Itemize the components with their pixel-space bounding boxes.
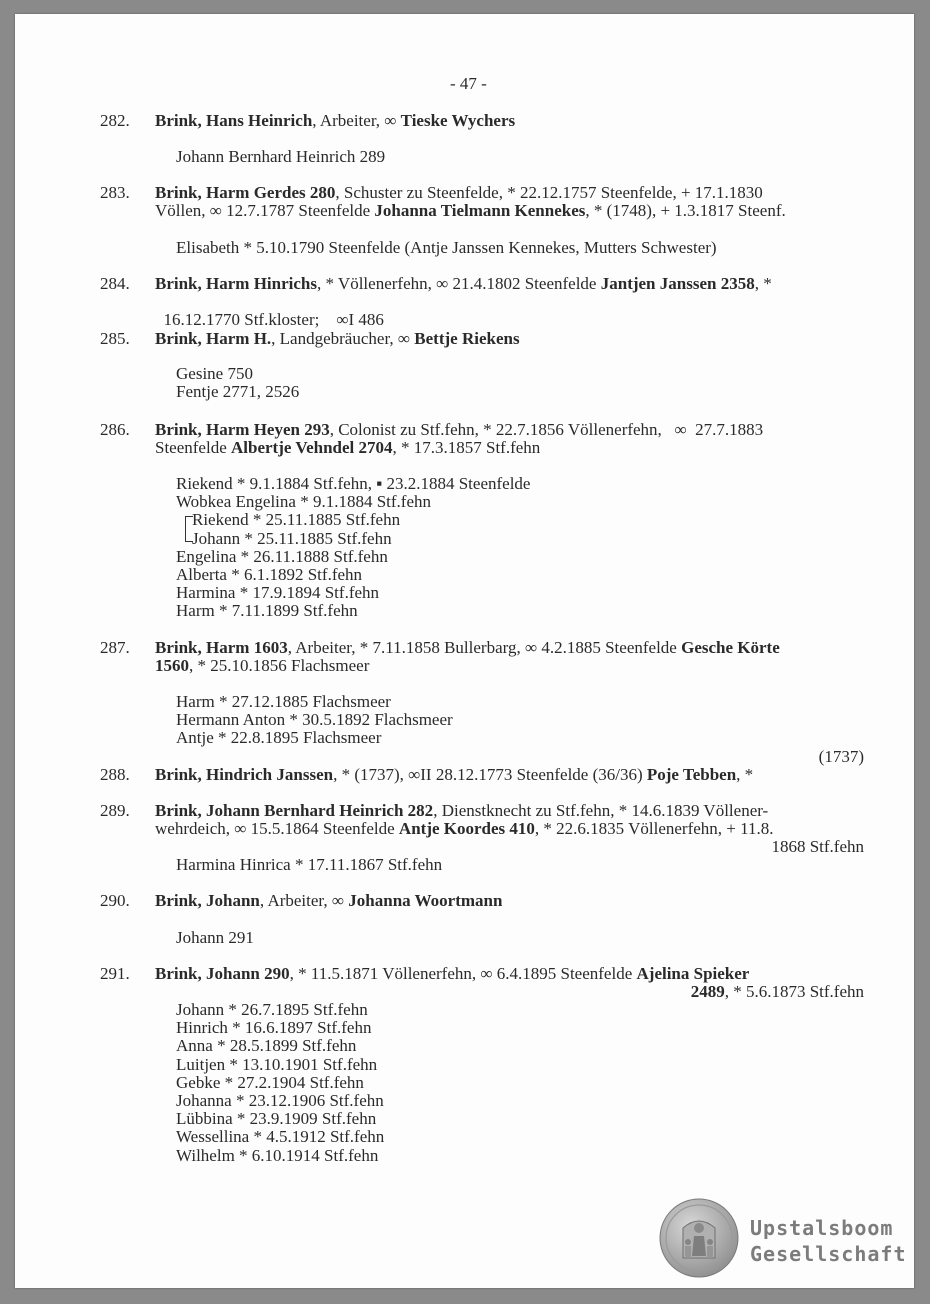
entry-number: 283.: [100, 183, 130, 202]
entry-text: , Arbeiter, ∞: [312, 111, 401, 130]
entry-line: [155, 439, 540, 457]
entry-number: 285.: [100, 329, 130, 348]
child-entry: Luitjen * 13.10.1901 Stf.fehn: [176, 1054, 378, 1074]
entry-text: , * Völlenerfehn, ∞ 21.4.1802 Steenfelde: [316, 274, 601, 293]
children-list: [176, 1001, 384, 1165]
child-entry: Lübbina * 23.9.1909 Stf.fehn: [176, 1109, 377, 1129]
child-entry: Johann Bernhard Heinrich 289: [176, 147, 386, 166]
seal-logo-icon: [659, 1198, 739, 1278]
entry-line: [155, 820, 774, 838]
entry-name: Brink, Hindrich Janssen: [155, 765, 334, 784]
entry-name: Brink, Johann: [155, 891, 260, 910]
children-list: [176, 239, 717, 257]
entry-number: 290.: [100, 891, 130, 910]
child-entry: Alberta * 6.1.1892 Stf.fehn: [176, 565, 363, 585]
child-entry: Johann * 26.7.1895 Stf.fehn: [176, 1000, 368, 1019]
entry-number: 289.: [100, 801, 130, 820]
society-name: [750, 1215, 907, 1267]
children-list: [176, 856, 442, 874]
entry-line: [155, 802, 768, 820]
spouse-name: Gesche Körte: [681, 638, 780, 657]
entry-text: Steenfelde: [155, 438, 231, 457]
child-entry: Harm * 7.11.1899 Stf.fehn: [176, 601, 358, 621]
child-entry: Antje * 22.8.1895 Flachsmeer: [176, 728, 382, 748]
twin-child-entry: Johann * 25.11.1885 Stf.fehn: [192, 528, 392, 548]
spouse-name: Bettje Riekens: [414, 329, 520, 348]
child-entry: Elisabeth * 5.10.1790 Steenfelde (Antje Janssen Kennekes, Mutters Schwester): [176, 238, 717, 257]
entry-text: , * 17.3.1857 Stf.fehn: [392, 438, 541, 457]
children-list: [176, 929, 254, 947]
entry-text: , Arbeiter, * 7.11.1858 Bullerbarg, ∞ 4.2.1885 Steenfelde: [287, 638, 682, 657]
child-entry: Harmina Hinrica * 17.11.1867 Stf.fehn: [176, 855, 443, 874]
spouse-name: Ajelina Spieker: [636, 964, 750, 983]
child-entry: Harmina * 17.9.1894 Stf.fehn: [176, 583, 380, 603]
entry-text: , Dienstknecht zu Stf.fehn, * 14.6.1839 Völlener-: [433, 801, 769, 820]
spouse-name: Jantjen Janssen 2358: [600, 274, 755, 293]
entry-number: 288.: [100, 765, 130, 784]
entry-line: [155, 965, 749, 983]
entry-number: 284.: [100, 274, 130, 293]
entry-line: [155, 892, 502, 910]
page-number: - 47 -: [450, 74, 487, 93]
entry-line: [155, 184, 763, 202]
entry-text: , *: [754, 274, 772, 293]
child-entry: Fentje 2771, 2526: [176, 382, 300, 402]
entry-line: [155, 657, 369, 675]
entry-line: [155, 330, 520, 348]
entry-number: 291.: [100, 964, 130, 983]
entry-line-continuation: 1868 Stf.fehn: [771, 837, 864, 856]
entry-name: Brink, Johann Bernhard Heinrich 282: [155, 801, 434, 820]
child-entry: Engelina * 26.11.1888 Stf.fehn: [176, 546, 388, 566]
child-entry: Hinrich * 16.6.1897 Stf.fehn: [176, 1018, 372, 1038]
entry-line-continuation: [691, 983, 864, 1001]
entry-line: [155, 766, 753, 784]
spouse-name: Poje Tebben: [646, 765, 737, 784]
entry-text: , * 5.6.1873 Stf.fehn: [724, 982, 864, 1001]
entry-name: Brink, Harm Hinrichs: [155, 274, 317, 293]
spouse-number: 2489: [690, 982, 725, 1001]
child-entry: Harm * 27.12.1885 Flachsmeer: [176, 692, 391, 711]
children-list: [176, 693, 453, 748]
children-list: [176, 365, 299, 401]
child-entry: Johanna * 23.12.1906 Stf.fehn: [176, 1091, 384, 1111]
spouse-name: Johanna Tielmann Kennekes: [374, 201, 586, 220]
child-entry: Johann 291: [176, 928, 254, 947]
society-name-line: Gesellschaft: [750, 1242, 907, 1266]
entry-text: wehrdeich, ∞ 15.5.1864 Steenfelde: [155, 819, 399, 838]
entry-text: , * (1737), ∞II 28.12.1773 Steenfelde (36/36): [333, 765, 647, 784]
entry-number: 282.: [100, 111, 130, 130]
entry-text: Völlen, ∞ 12.7.1787 Steenfelde: [155, 201, 375, 220]
entry-name: Brink, Harm H.: [155, 329, 272, 348]
spouse-name: Tieske Wychers: [400, 111, 516, 130]
spouse-name: 1560: [155, 656, 189, 675]
entry-line: [155, 293, 384, 329]
entry-name: Brink, Hans Heinrich: [155, 111, 313, 130]
entry-name: Brink, Johann 290: [155, 964, 290, 983]
entry-name: Brink, Harm 1603: [155, 638, 288, 657]
entry-text: 16.12.1770 Stf.kloster; ∞I 486: [163, 310, 384, 329]
entry-line: [155, 112, 515, 130]
entry-text: , Arbeiter, ∞: [259, 891, 349, 910]
entry-number: 286.: [100, 420, 130, 439]
entry-line: [155, 639, 780, 657]
child-entry: Wilhelm * 6.10.1914 Stf.fehn: [176, 1145, 379, 1165]
child-entry: Riekend * 9.1.1884 Stf.fehn, ▪ 23.2.1884 Steenfelde: [176, 474, 531, 493]
child-entry: Anna * 28.5.1899 Stf.fehn: [176, 1036, 357, 1056]
entry-number: 287.: [100, 638, 130, 657]
entry-line: [155, 421, 763, 439]
entry-name: Brink, Harm Gerdes 280: [155, 183, 336, 202]
children-list: [176, 475, 530, 621]
entry-note: (1737): [818, 747, 864, 766]
entry-line: [155, 275, 772, 293]
child-entry: Gebke * 27.2.1904 Stf.fehn: [176, 1072, 364, 1092]
entry-text: , * 22.6.1835 Völlenerfehn, + 11.8.: [534, 819, 774, 838]
spouse-name: Albertje Vehndel 2704: [231, 438, 393, 457]
entry-text: , Landgebräucher, ∞: [271, 329, 415, 348]
twin-bracket: [185, 531, 193, 542]
child-entry: Wessellina * 4.5.1912 Stf.fehn: [176, 1127, 385, 1147]
entry-text: , Colonist zu Stf.fehn, * 22.7.1856 Völlenerfehn, ∞ 27.7.1883: [329, 420, 764, 439]
spouse-name: Antje Koordes 410: [398, 819, 535, 838]
entry-text: , Schuster zu Steenfelde, * 22.12.1757 Steenfelde, + 17.1.1830: [335, 183, 763, 202]
child-entry: Gesine 750: [176, 364, 253, 383]
child-entry: Wobkea Engelina * 9.1.1884 Stf.fehn: [176, 492, 431, 512]
society-name-line: Upstalsboom: [750, 1216, 894, 1240]
entry-text: , * 11.5.1871 Völlenerfehn, ∞ 6.4.1895 Steenfelde: [289, 964, 637, 983]
entry-text: , *: [736, 765, 754, 784]
twin-child-entry: Riekend * 25.11.1885 Stf.fehn: [192, 510, 401, 530]
entry-text: , * (1748), + 1.3.1817 Steenf.: [585, 201, 786, 220]
entry-line: [155, 202, 786, 220]
children-list: [176, 148, 385, 166]
entry-text: , * 25.10.1856 Flachsmeer: [189, 656, 370, 675]
child-entry: Hermann Anton * 30.5.1892 Flachsmeer: [176, 710, 453, 730]
spouse-name: Johanna Woortmann: [348, 891, 503, 910]
entry-name: Brink, Harm Heyen 293: [155, 420, 330, 439]
